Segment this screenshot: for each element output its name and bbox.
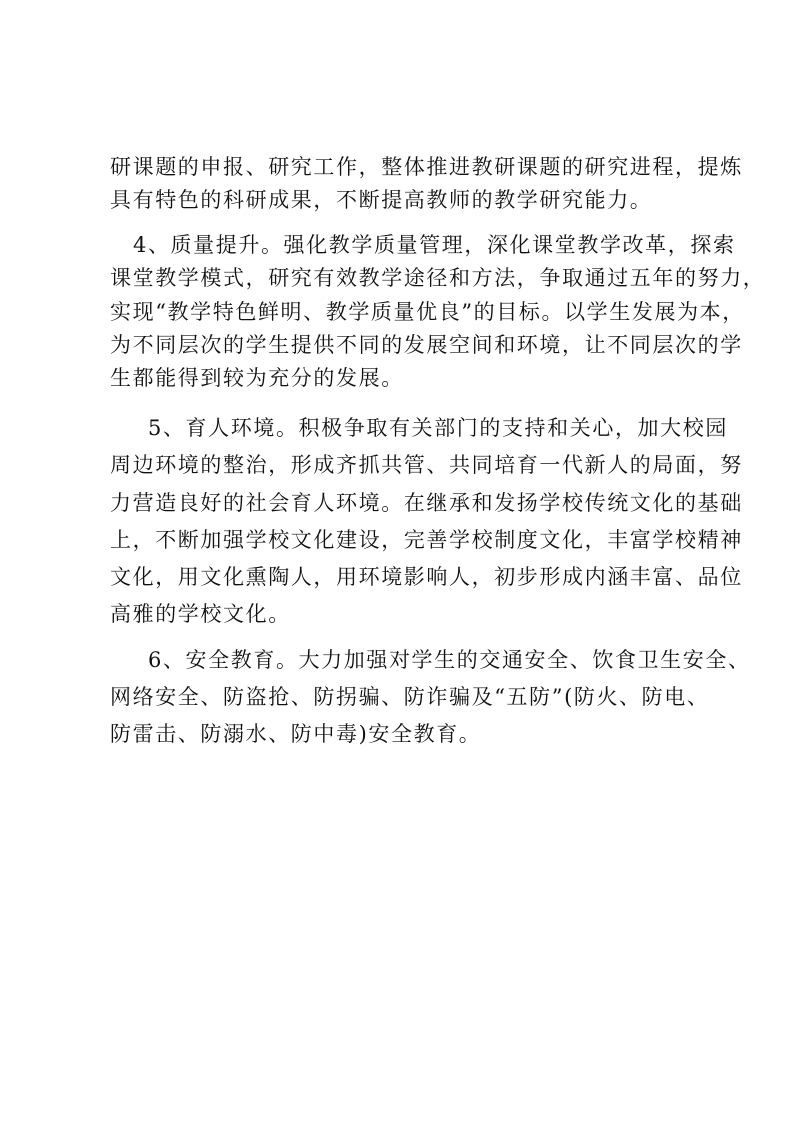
text-line: 研课题的申报、研究工作，整体推进教研课题的研究进程，提炼: [110, 155, 743, 179]
text-line: 上，不断加强学校文化建设，完善学校制度文化，丰富学校精神: [110, 528, 743, 552]
text-line: 生都能得到较为充分的发展。: [110, 366, 404, 390]
text-line: 4、质量提升。强化教学质量管理，深化课堂教学改革，探索: [133, 233, 736, 257]
text-line: 网络安全、防盗抢、防拐骗、防诈骗及“五防”(防火、防电、: [110, 685, 710, 709]
text-line: 课堂教学模式，研究有效教学途径和方法，争取通过五年的努力，: [110, 266, 766, 290]
text-line: 力营造良好的社会育人环境。在继承和发扬学校传统文化的基础: [110, 491, 743, 515]
text-line: 为不同层次的学生提供不同的发展空间和环境，让不同层次的学: [110, 333, 743, 357]
text-line: 具有特色的科研成果，不断提高教师的教学研究能力。: [110, 188, 653, 212]
text-line: 6、安全教育。大力加强对学生的交通安全、饮食卫生安全、: [148, 648, 751, 672]
text-line: 防雷击、防溺水、防中毒)安全教育。: [110, 722, 482, 746]
text-line: 5、育人环境。积极争取有关部门的支持和关心，加大校园: [148, 416, 728, 440]
text-line: 文化，用文化熏陶人，用环境影响人，初步形成内涵丰富、品位: [110, 565, 743, 589]
text-line: 实现“教学特色鲜明、教学质量优良”的目标。以学生发展为本，: [110, 300, 745, 324]
text-line: 周边环境的整治，形成齐抓共管、共同培育一代新人的局面，努: [110, 453, 743, 477]
text-line: 高雅的学校文化。: [110, 602, 291, 626]
